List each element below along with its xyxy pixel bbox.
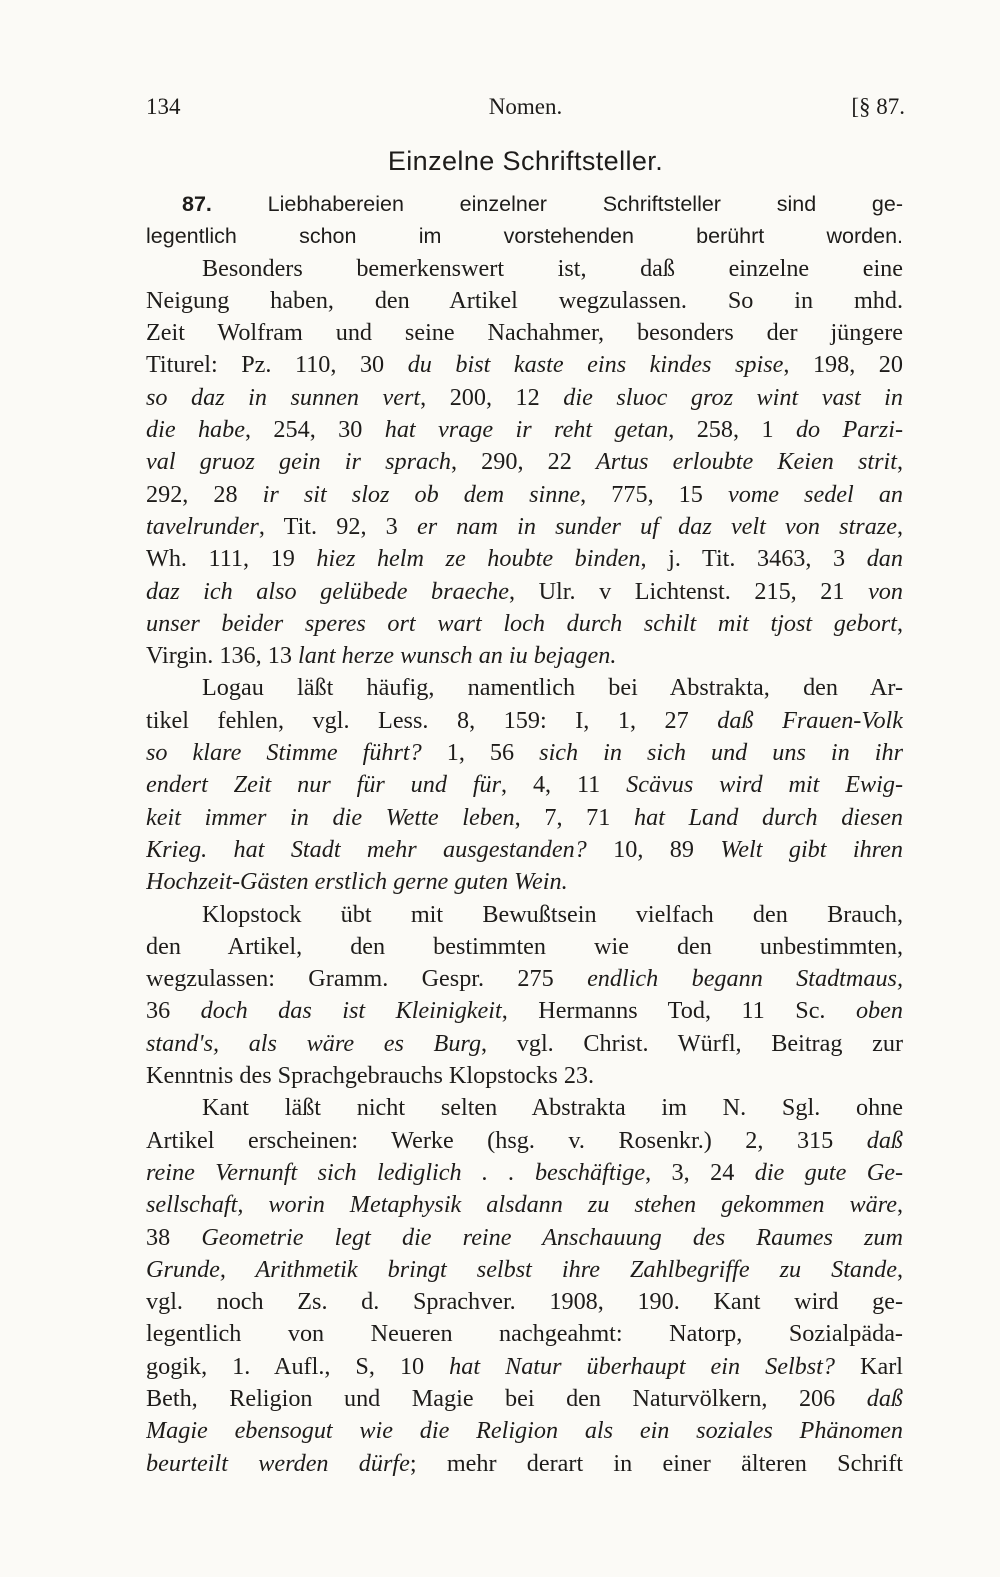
page-number: 134: [146, 94, 181, 119]
text-line: Krieg. hat Stadt mehr ausgestanden? 10, 89 Welt gibt ihren: [146, 835, 903, 863]
text-line: sellschaft, worin Metaphysik alsdann zu stehen gekommen wäre,: [146, 1191, 903, 1219]
text-line: Hochzeit-Gästen erstlich gerne guten Wein.: [146, 868, 568, 896]
text-line: Neigung haben, den Artikel wegzulassen. So in mhd.: [146, 286, 903, 314]
text-line: 38 Geometrie legt die reine Anschauung des Raumes zum: [146, 1223, 903, 1251]
body-text: [146, 188, 903, 1480]
text-line: Kant läßt nicht selten Abstrakta im N. Sgl. ohne: [202, 1094, 903, 1122]
text-line: so klare Stimme führt? 1, 56 sich in sich und uns in ihr: [146, 739, 903, 767]
text-line: Beth, Religion und Magie bei den Naturvölkern, 206 daß: [146, 1384, 903, 1412]
text-line: 36 doch das ist Kleinigkeit, Hermanns Tod, 11 Sc. oben: [146, 997, 903, 1025]
text-line: Wh. 111, 19 hiez helm ze houbte binden, j. Tit. 3463, 3 dan: [146, 545, 903, 573]
text-line: val gruoz gein ir sprach, 290, 22 Artus erloubte Keien strit,: [146, 448, 903, 476]
text-line: Besonders bemerkenswert ist, daß einzelne eine: [202, 254, 903, 282]
text-line: wegzulassen: Gramm. Gespr. 275 endlich begann Stadtmaus,: [146, 965, 903, 993]
text-line: Klopstock übt mit Bewußtsein vielfach den Brauch,: [202, 900, 903, 928]
text-line: Virgin. 136, 13 lant herze wunsch an iu bejagen.: [146, 642, 617, 670]
text-line: Artikel erscheinen: Werke (hsg. v. Rosenkr.) 2, 315 daß: [146, 1126, 903, 1154]
text-line: Kenntnis des Sprachgebrauchs Klopstocks 23.: [146, 1062, 595, 1090]
text-line: daz ich also gelübede braeche, Ulr. v Lichtenst. 215, 21 von: [146, 577, 903, 605]
text-line: keit immer in die Wette leben, 7, 71 hat Land durch diesen: [146, 803, 903, 831]
text-line: den Artikel, den bestimmten wie den unbestimmten,: [146, 932, 903, 960]
section-heading: Einzelne Schriftsteller.: [387, 146, 664, 176]
text-line: 292, 28 ir sit sloz ob dem sinne, 775, 15 vome sedel an: [146, 480, 903, 508]
text-line: Titurel: Pz. 110, 30 du bist kaste eins kindes spise, 198, 20: [146, 351, 903, 379]
text-line: tavelrunder, Tit. 92, 3 er nam in sunder uf daz velt von straze,: [146, 512, 903, 540]
text-line: legentlich von Neueren nachgeahmt: Natorp, Sozialpäda-: [146, 1320, 903, 1348]
text-line: vgl. noch Zs. d. Sprachver. 1908, 190. Kant wird ge-: [146, 1288, 903, 1316]
text-line: Logau läßt häufig, namentlich bei Abstrakta, den Ar-: [202, 674, 903, 702]
text-line: die habe, 254, 30 hat vrage ir reht getan, 258, 1 do Parzi-: [146, 416, 903, 444]
text-line: tikel fehlen, vgl. Less. 8, 159: I, 1, 27 daß Frauen-Volk: [146, 706, 903, 734]
text-line: Zeit Wolfram und seine Nachahmer, besonders der jüngere: [146, 319, 903, 347]
text-line: gogik, 1. Aufl., S, 10 hat Natur überhaupt ein Selbst? Karl: [146, 1352, 903, 1380]
running-header: [146, 94, 905, 124]
text-line: stand's, als wäre es Burg, vgl. Christ. Würfl, Beitrag zur: [146, 1029, 903, 1057]
text-line: endert Zeit nur für und für, 4, 11 Scävus wird mit Ewig-: [146, 771, 903, 799]
section-reference: [§ 87.: [851, 94, 905, 119]
section-number: 87.: [182, 192, 212, 216]
text-line: 87. Liebhabereien einzelner Schriftsteller sind ge-: [182, 192, 903, 216]
text-line: legentlich schon im vorstehenden berührt worden.: [146, 224, 903, 249]
text-line: reine Vernunft sich lediglich . . beschäftige, 3, 24 die gute Ge-: [146, 1158, 903, 1186]
text-line: Grunde, Arithmetik bringt selbst ihre Zahlbegriffe zu Stande,: [146, 1255, 903, 1283]
text-line: so daz in sunnen vert, 200, 12 die sluoc groz wint vast in: [146, 383, 903, 411]
text-line: Magie ebensogut wie die Religion als ein soziales Phänomen: [146, 1417, 903, 1445]
running-title: Nomen.: [488, 94, 563, 119]
text-line: unser beider speres ort wart loch durch schilt mit tjost gebort,: [146, 609, 903, 637]
text-line: beurteilt werden dürfe; mehr derart in einer älteren Schrift: [146, 1449, 903, 1477]
